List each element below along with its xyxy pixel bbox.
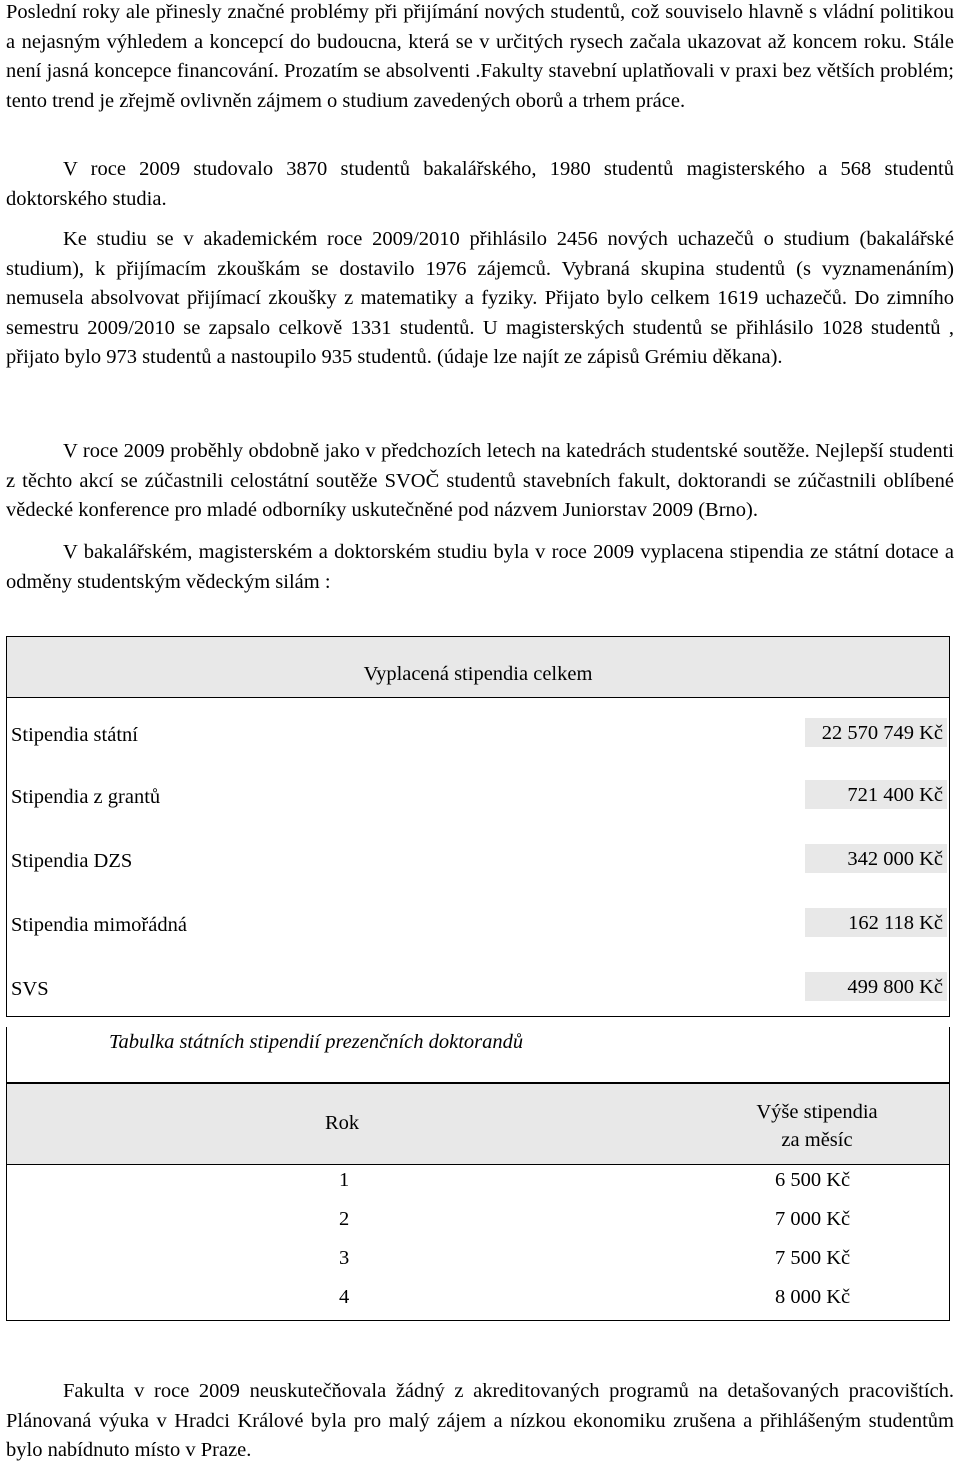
paragraph-admissions-intro: Poslední roky ale přinesly značné problémy při přijímání nových studentů, což souviselo hlavně s vládní politikou a nejasným výhledem a koncepcí do budoucna, která se v určitých rysech začala ukazovat až koncem roku. Stále není jasná koncepce financování. Prozatím se absolventi .Fakulty stavební uplatňovali v praxi bez větších problém; tento trend je zřejmě ovlivněn zájmem o studium zavedených oborů a trhem práce. (6, 1, 954, 112)
doctoral-scholarship-table (6, 1083, 950, 1321)
doctoral-table-header (7, 1084, 949, 1165)
paragraph-competitions: V roce 2009 proběhly obdobně jako v předchozích letech na katedrách studentské soutěže. Nejlepší studenti z těchto akcí se zúčastnili celostátní soutěže SVOČ studentů stavebních fakult, doktorandi se zúčastnili oblíbené vědecké konference pro mladé odborníky uskutečněné pod názvem Juniorstav 2009 (Brno). (6, 440, 954, 521)
doctoral-table-caption: Tabulka státních stipendií prezenčních doktorandů (109, 1031, 524, 1053)
row-label: Stipendia DZS (11, 850, 133, 872)
table-row (7, 824, 949, 888)
scholarship-table (6, 636, 950, 1017)
table-row (7, 888, 949, 952)
column-header-amount (727, 1098, 907, 1154)
column-header-rok: Rok (325, 1112, 360, 1134)
table-row (7, 952, 949, 1016)
row-amount: 8 000 Kč (775, 1286, 851, 1308)
scholarship-table-header: Vyplacená stipendia celkem (7, 637, 949, 698)
row-amount: 6 500 Kč (775, 1169, 851, 1191)
table-row (7, 1204, 949, 1243)
row-label: Stipendia z grantů (11, 786, 161, 808)
row-amount: 7 500 Kč (775, 1247, 851, 1269)
paragraph-admissions-2009: Ke studiu se v akademickém roce 2009/2010 přihlásilo 2456 nových uchazečů o studium (bakalářské studium), k přijímacím zkouškám se dostavilo 1976 zájemců. Vybraná skupina studentů (s vyznamenáním) nemusela absolvovat přijímací zkoušky z matematiky a fyziky. Přijato bylo celkem 1619 uchazečů. Do zimního semestru 2009/2010 se zapsalo celkově 1331 studentů. U magisterských studentů se přihlásilo 1028 studentů , přijato bylo 973 studentů a nastoupilo 935 studentů. (údaje lze najít ze zápisů Grémiu děkana). (6, 228, 954, 368)
row-label: Stipendia státní (11, 724, 138, 746)
column-header-amount-line2: za měsíc (781, 1129, 853, 1151)
row-year: 2 (339, 1208, 350, 1230)
column-header-amount-line1: Výše stipendia (756, 1101, 878, 1123)
row-value: 162 118 Kč (805, 908, 947, 937)
table-row (7, 1165, 949, 1204)
doctoral-table-caption-box (6, 1027, 950, 1083)
row-value: 499 800 Kč (805, 972, 947, 1001)
row-year: 3 (339, 1247, 350, 1269)
table-row (7, 698, 949, 760)
row-value: 342 000 Kč (805, 844, 947, 873)
row-label: Stipendia mimořádná (11, 914, 187, 936)
row-value: 22 570 749 Kč (805, 718, 947, 747)
row-amount: 7 000 Kč (775, 1208, 851, 1230)
row-year: 1 (339, 1169, 350, 1191)
row-label: SVS (11, 978, 49, 1000)
paragraph-scholarships-intro: V bakalářském, magisterském a doktorském studiu byla v roce 2009 vyplacena stipendia ze státní dotace a odměny studentským vědeckým silám : (6, 541, 954, 593)
row-value: 721 400 Kč (805, 780, 947, 809)
table-row (7, 760, 949, 824)
paragraph-detached-workplaces: Fakulta v roce 2009 neuskutečňovala žádný z akreditovaných programů na detašovaných pracovištích. Plánovaná výuka v Hradci Králové byla pro malý zájem a nízkou ekonomiku zrušena a přihlášeným studentům bylo nabídnuto místo v Praze. (6, 1380, 954, 1461)
paragraph-student-counts: V roce 2009 studovalo 3870 studentů bakalářského, 1980 studentů magisterského a 568 studentů doktorského studia. (6, 158, 954, 210)
table-row (7, 1282, 949, 1321)
row-year: 4 (339, 1286, 350, 1308)
table-row (7, 1243, 949, 1282)
